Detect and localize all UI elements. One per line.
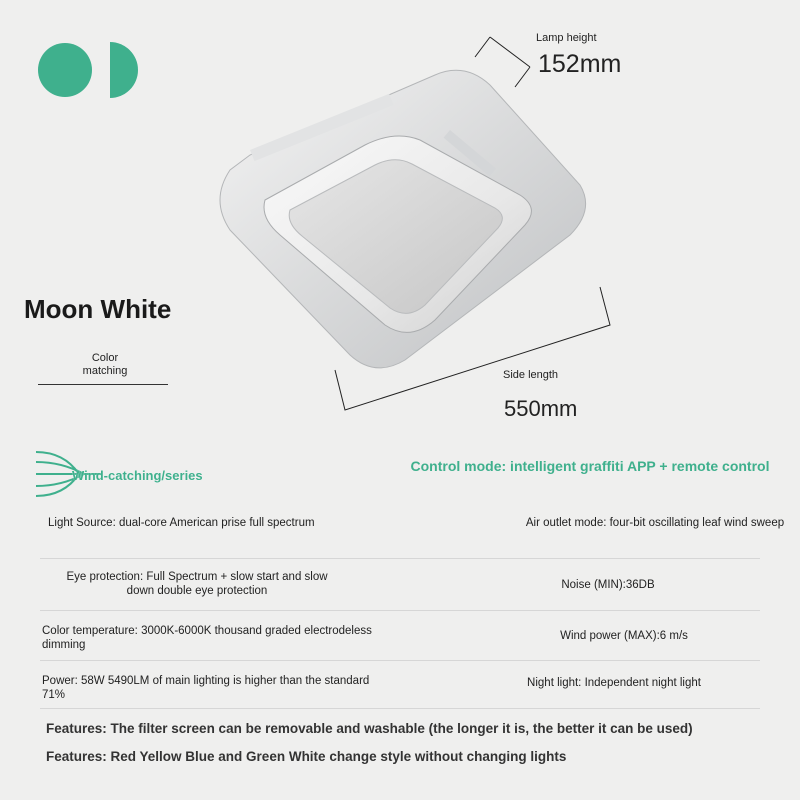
spec-power: Power: 58W 5490LM of main lighting is higher than the standard 71%	[42, 675, 370, 701]
spec-wind-power: Wind power (MAX):6 m/s	[560, 630, 688, 642]
feature-filter: Features: The filter screen can be removable and washable (the longer it is, the better it can be used)	[46, 721, 693, 736]
logo-circle	[38, 43, 92, 97]
series-title: Wind-catching/series	[72, 468, 203, 483]
control-mode: Control mode: intelligent graffiti APP + remote control	[410, 458, 770, 474]
row-divider	[40, 708, 760, 709]
side-label: Side length	[503, 369, 559, 381]
height-label: Lamp height	[536, 32, 597, 44]
height-value: 152mm	[538, 50, 622, 78]
spec-eye-protection: Eye protection: Full Spectrum + slow start and slow down double eye protection	[66, 571, 328, 597]
logo-half-circle	[110, 42, 140, 98]
spec-noise: Noise (MIN):36DB	[561, 579, 655, 591]
row-divider	[40, 610, 760, 611]
feature-style: Features: Red Yellow Blue and Green White change style without changing lights	[46, 749, 567, 764]
spec-color-temperature: Color temperature: 3000K-6000K thousand graded electrodeless dimming	[42, 625, 372, 651]
spec-air-outlet: Air outlet mode: four-bit oscillating leaf wind sweep	[525, 517, 785, 529]
spec-night-light: Night light: Independent night light	[527, 677, 701, 689]
color-matching-label: Color matching	[82, 352, 128, 377]
height-bracket	[470, 35, 540, 105]
row-divider	[40, 660, 760, 661]
spec-light-source: Light Source: dual-core American prise full spectrum	[48, 517, 315, 529]
side-value: 550mm	[504, 396, 578, 421]
product-title: Moon White	[24, 294, 172, 324]
row-divider	[40, 558, 760, 559]
divider	[38, 384, 168, 385]
